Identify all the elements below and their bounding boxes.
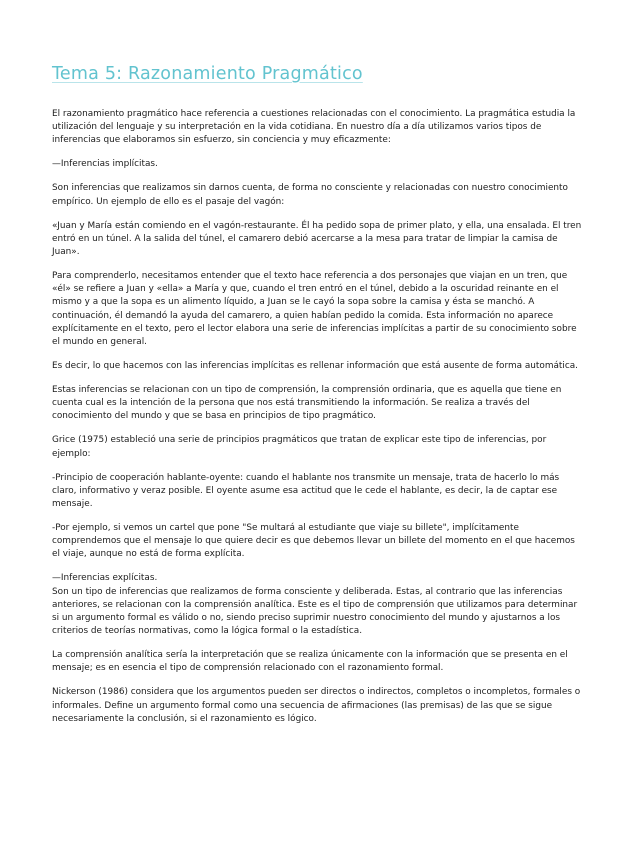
- paragraph-wagon-passage: «Juan y María están comiendo en el vagón-restaurante. Él ha pedido sopa de primer plato, y ella, una ensalada. El tren entró en un túnel. A la salida del túnel, el camarero debió acercarse a la mesa para tratar de limpiar la camisa de Juan».: [52, 220, 582, 258]
- paragraph-analytic-comprehension: La comprensión analítica sería la interpretación que se realiza únicamente con la información que se presenta en el mensaje; es en esencia el tipo de comprensión relacionado con el razonamiento formal.: [52, 650, 568, 674]
- paragraph-cooperation-principle: -Principio de cooperación hablante-oyente: cuando el hablante nos transmite un mensaje, trata de hacerlo lo más claro, informativo y veraz posible. El oyente asume esa actitud que le cede el hablante, es decir, la de captar ese mensaje.: [52, 472, 560, 510]
- paragraph-example-sign: -Por ejemplo, si vemos un cartel que pone "Se multará al estudiante que viaje su billete", implícitamente comprendemos que el mensaje lo que quiere decir es que debemos llevar un billete del momento en el que hacemos el viaje, aunque no está de forma explícita.: [52, 523, 575, 560]
- paragraph-nickerson: Nickerson (1986) considera que los argumentos pueden ser directos o indirectos, completos o incompletos, formales o informales. Define un argumento formal como una secuencia de afirmaciones (las premisas) de las que se sigue necesariamente la conclusión, si el razonamiento es lógico.: [52, 687, 581, 724]
- paragraph-grice: Grice (1975) estableció una serie de principios pragmáticos que tratan de explicar este tipo de inferencias, por ejemplo:: [52, 435, 547, 459]
- paragraph-ordinary-comprehension: Estas inferencias se relacionan con un tipo de comprensión, la comprensión ordinaria, que es aquella que tiene en cuenta cual es la intención de la persona que nos está transmitiendo la información. Se realiza a través del conocimiento del mundo y que se basa en principios de tipo pragmático.: [52, 385, 562, 422]
- paragraph-wagon-explanation: Para comprenderlo, necesitamos entender que el texto hace referencia a dos personajes que viajan en un tren, que «él» se refiere a Juan y «ella» a María y que, cuando el tren entró en el túnel, debido a la oscuridad reinante en el mismo y a que la sopa es un alimento líquido, a Juan se le cayó la sopa sobre la camisa y ésta se manchó. A continuación, él demandó la ayuda del camarero, a quien habían pedido la comida. Esta información no aparece explícitamente en el texto, pero el lector elabora una serie de inferencias implícitas a partir de su conocimiento sobre el mundo en general.: [52, 271, 577, 348]
- paragraph-intro: El razonamiento pragmático hace referencia a cuestiones relacionadas con el conocimiento. La pragmática estudia la utilización del lenguaje y su interpretación en la vida cotidiana. En nuestro día a día utilizamos varios tipos de inferencias que elaboramos sin esfuerzo, sin conciencia y muy eficazmente:: [52, 109, 576, 146]
- paragraph-implicit-summary: Es decir, lo que hacemos con las inferencias implícitas es rellenar información que está ausente de forma automática.: [52, 361, 578, 372]
- document-body: [52, 108, 584, 737]
- page-title: Tema 5: Razonamiento Pragmático: [52, 64, 363, 84]
- heading-implicit-inferences: —Inferencias implícitas.: [52, 159, 158, 170]
- paragraph-explicit-definition: Son un tipo de inferencias que realizamos de forma consciente y deliberada. Estas, al contrario que las inferencias anteriores, se relacionan con la comprensión analítica. Este es el tipo de comprensión que utilizamos para determinar si un argumento formal es válido o no, siendo preciso suprimir nuestro conocimiento del mundo y ajustarnos a los criterios de teorías normativas, como la lógica formal o la estadística.: [52, 586, 578, 637]
- heading-explicit-inferences: —Inferencias explícitas.: [52, 573, 158, 584]
- paragraph-implicit-definition: Son inferencias que realizamos sin darnos cuenta, de forma no consciente y relacionadas con nuestro conocimiento empírico. Un ejemplo de ello es el pasaje del vagón:: [52, 183, 568, 207]
